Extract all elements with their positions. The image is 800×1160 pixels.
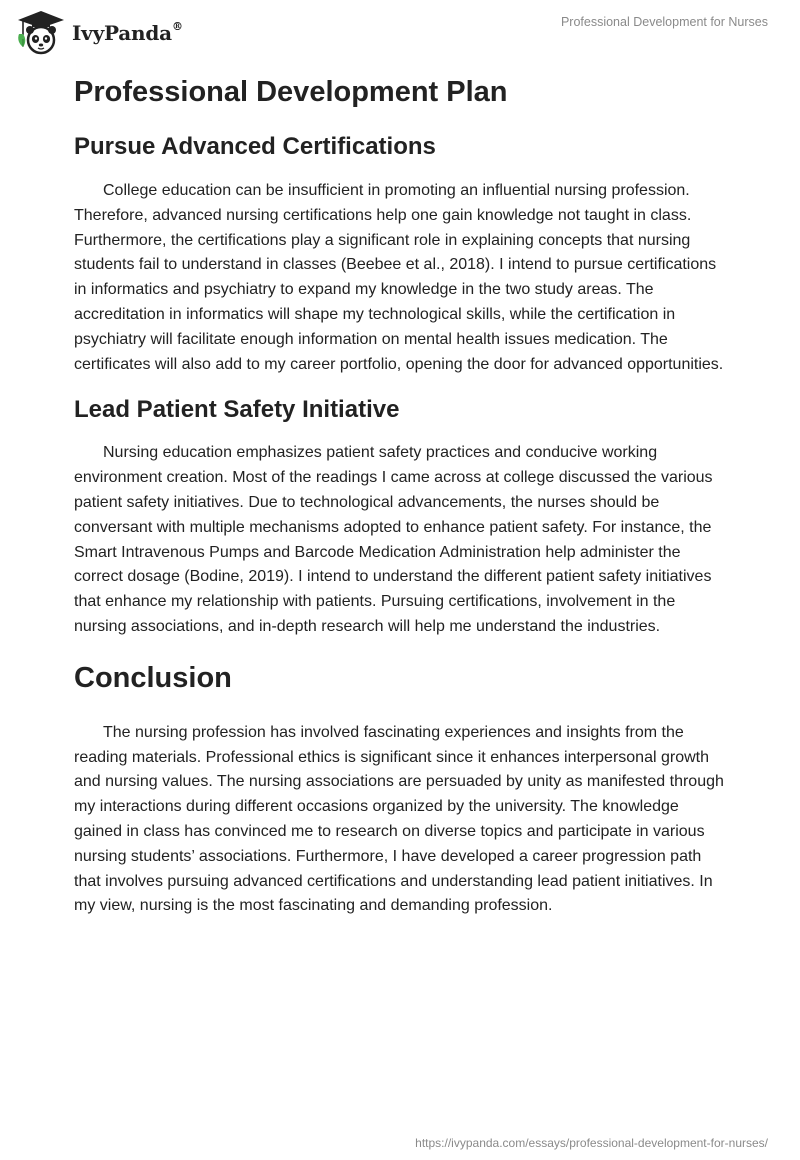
section-heading-conclusion: Conclusion — [74, 661, 232, 694]
logo-wordmark — [72, 21, 183, 45]
page-title: Professional Development Plan — [74, 76, 508, 108]
source-url[interactable]: https://ivypanda.com/essays/professional-development-for-nurses/ — [415, 1136, 768, 1150]
section-heading-patient-safety: Lead Patient Safety Initiative — [74, 396, 400, 424]
panda-graduate-icon — [14, 9, 68, 55]
logo-wordmark-text: IvyPanda — [72, 21, 172, 45]
section-heading-certifications: Pursue Advanced Certifications — [74, 133, 436, 160]
ivypanda-logo[interactable] — [14, 9, 183, 55]
paragraph-conclusion: The nursing profession has involved fascinating experiences and insights from the reading materials. Professional ethics is significant since it enhances interpersonal growth and nursing values. The nursing associations are persuaded by unity as manifested through my interactions during different occasions organized by the university. The knowledge gained in class has convinced me to research on diverse topics and participate in various nursing students’ associations. Furthermore, I have developed a career progression path that involves pursuing advanced certifications and understanding lead patient initiatives. In my view, nursing is the most fascinating and demanding profession. — [74, 723, 724, 915]
registered-mark: ® — [171, 20, 183, 34]
document-body — [74, 70, 726, 919]
paragraph-patient-safety: Nursing education emphasizes patient safety practices and conducive working environment creation. Most of the readings I came across at college discussed the various patient safety initiatives. Due to technological advancements, the nurses should be conversant with multiple mechanisms adopted to enhance patient safety. For instance, the Smart Intravenous Pumps and Barcode Medication Administration help administer the correct dosage (Bodine, 2019). I intend to understand the different patient safety initiatives that enhance my relationship with patients. Pursuing certifications, involvement in the nursing associations, and in-depth research will help me understand the industries. — [74, 444, 713, 635]
running-title: Professional Development for Nurses — [560, 15, 768, 29]
paragraph-certifications: College education can be insufficient in promoting an influential nursing profession. Therefore, advanced nursing certifications help one gain knowledge not taught in class. Furthermore, the certifications play a significant role in explaining concepts that nursing students fail to understand in classes (Beebee et al., 2018). I intend to pursue certifications in informatics and psychiatry to expand my knowledge in the two study areas. The accreditation in informatics will shape my technological skills, while the certification in psychiatry will facilitate enough information on mental health issues medication. The certificates will also add to my career portfolio, opening the door for advanced opportunities. — [74, 182, 724, 373]
page-header — [0, 0, 800, 60]
